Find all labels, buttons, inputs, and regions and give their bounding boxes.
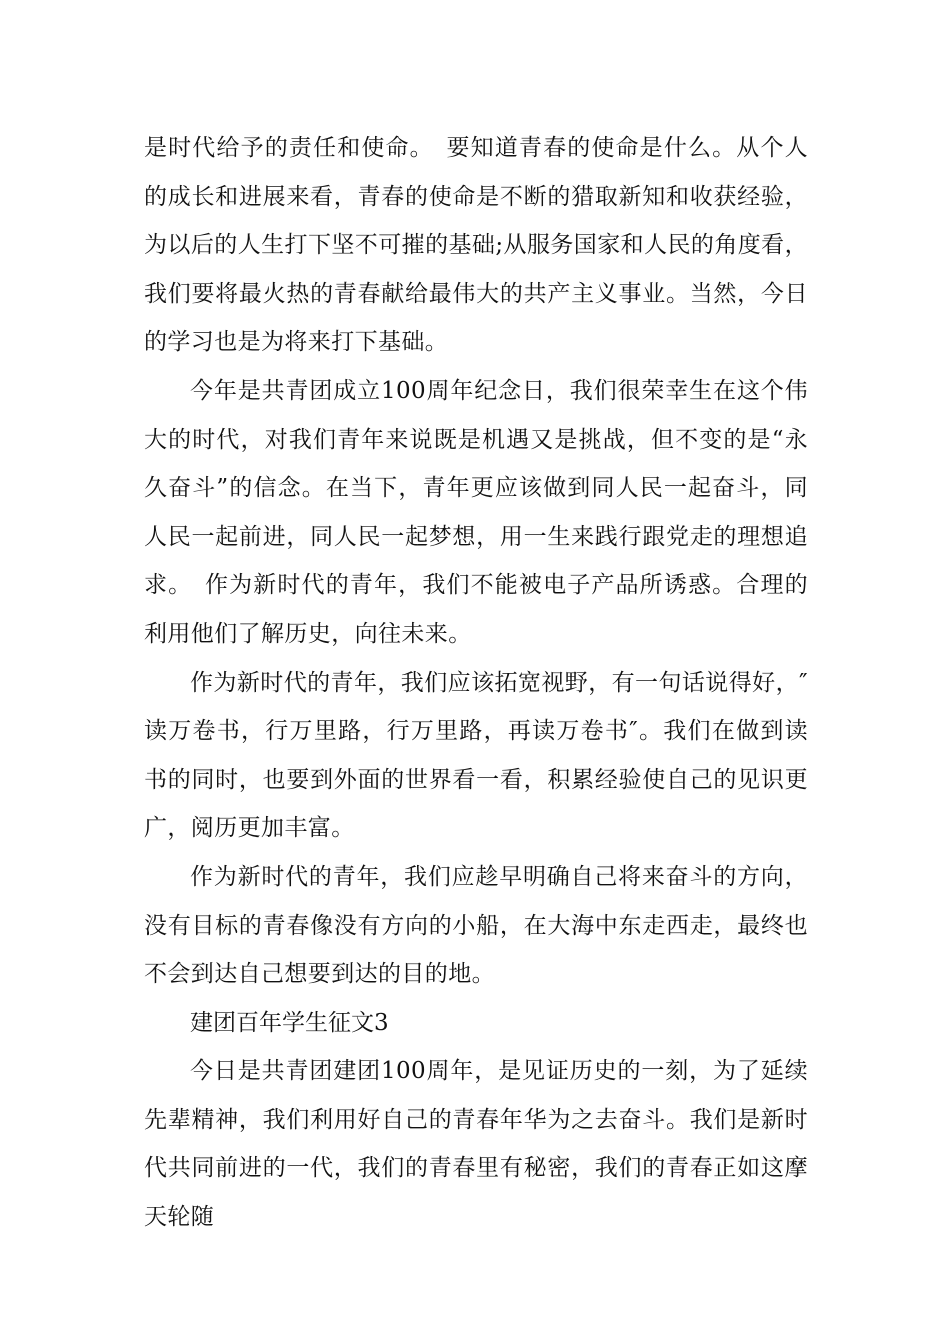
paragraph-2: 今年是共青团成立100周年纪念日，我们很荣幸生在这个伟大的时代，对我们青年来说既是机遇又是挑战，但不变的是“永久奋斗”的信念。在当下，青年更应该做到同人民一起奋斗，同人民一起前进，同人民一起梦想，用一生来践行跟党走的理想追求。 作为新时代的青年，我们不能被电子产品所诱惑。合理的利用他们了解历史，向往未来。 [144, 377, 808, 647]
paragraph-4: 作为新时代的青年，我们应趁早明确自己将来奋斗的方向，没有目标的青春像没有方向的小船，在大海中东走西走，最终也不会到达自己想要到达的目的地。 [144, 863, 808, 988]
document-body [144, 124, 808, 1242]
paragraph-3: 作为新时代的青年，我们应该拓宽视野，有一句话说得好，″读万卷书，行万里路，行万里路，再读万卷书″。我们在做到读书的同时，也要到外面的世界看一看，积累经验使自己的见识更广，阅历更加丰富。 [144, 669, 808, 842]
paragraph-1: 是时代给予的责任和使命。 要知道青春的使命是什么。从个人的成长和进展来看，青春的使命是不断的猎取新知和收获经验，为以后的人生打下坚不可摧的基础;从服务国家和人民的角度看，我们要将最火热的青春献给最伟大的共产主义事业。当然，今日的学习也是为将来打下基础。 [144, 135, 808, 356]
section-title: 建团百年学生征文3 [190, 1009, 389, 1036]
section-paragraph: 今日是共青团建团100周年，是见证历史的一刻，为了延续先辈精神，我们利用好自己的青春年华为之去奋斗。我们是新时代共同前进的一代，我们的青春里有秘密，我们的青春正如这摩天轮随 [144, 1058, 808, 1231]
